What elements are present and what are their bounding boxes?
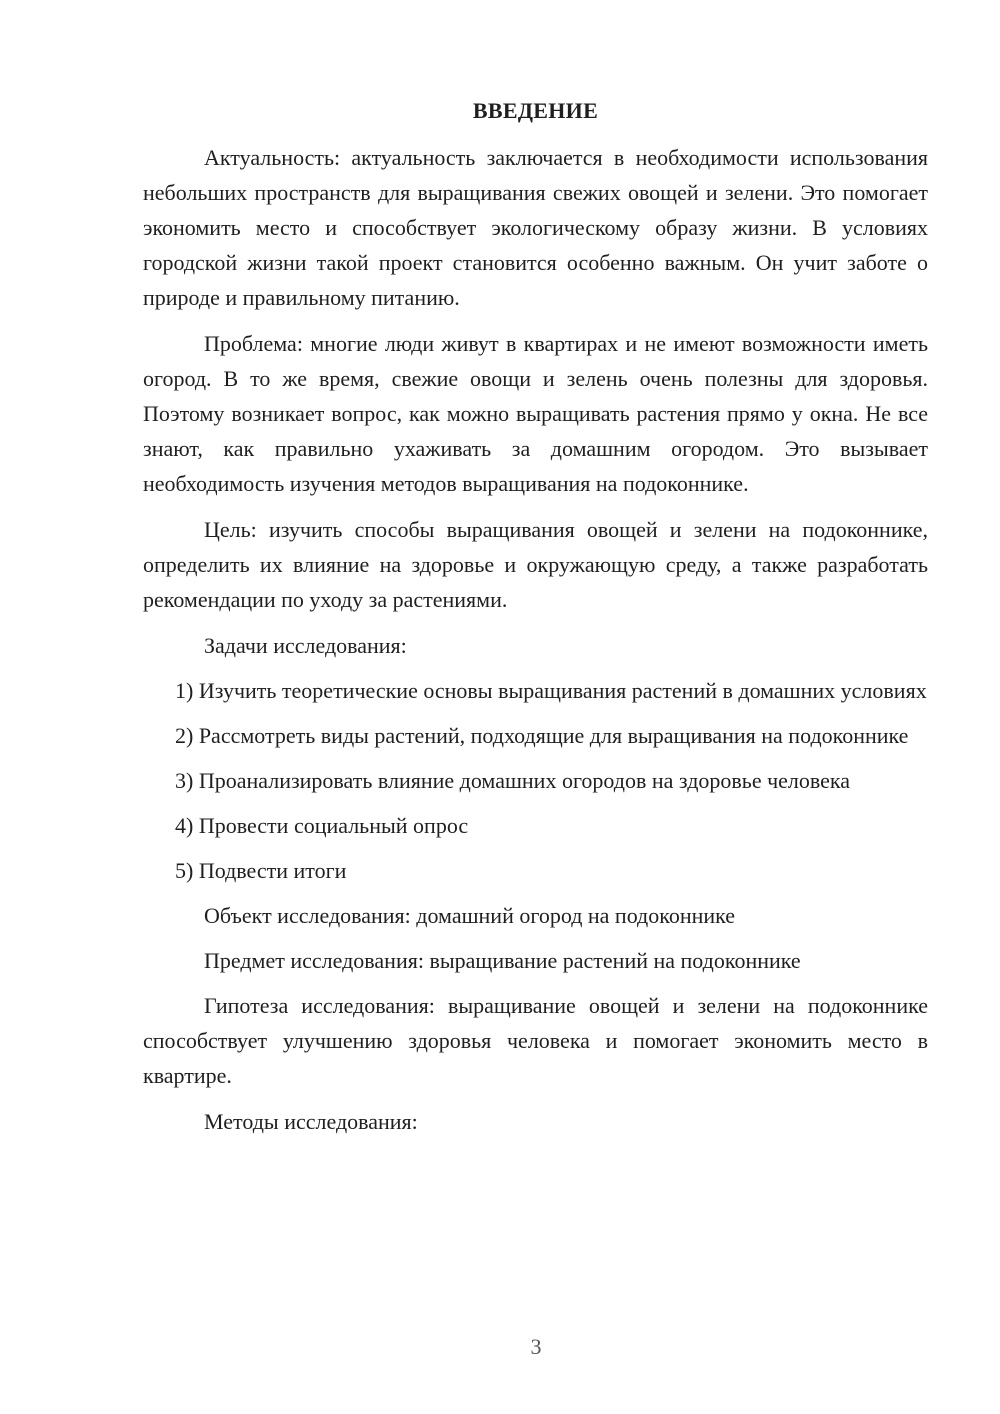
page-title: ВВЕДЕНИЕ [472,98,599,123]
task-item-1: 1) Изучить теоретические основы выращивания растений в домашних условиях [175,678,927,703]
task-item-2: 2) Рассмотреть виды растений, подходящие для выращивания на подоконнике [175,723,909,748]
research-object: Объект исследования: домашний огород на подоконнике [204,903,736,928]
relevance-paragraph: Актуальность: актуальность заключается в необходимости использования небольших пространств для выращивания свежих овощей и зелени. Это помогает экономить место и способствует экологическому образу жизни. В условиях городской жизни такой проект становится особенно важным. Он учит заботе о природе и правильному питанию. [143,145,928,310]
methods-heading: Методы исследования: [204,1109,418,1134]
research-subject: Предмет исследования: выращивание растений на подоконнике [204,948,801,973]
page-number: 3 [530,1334,542,1359]
problem-paragraph: Проблема: многие люди живут в квартирах и не имеют возможности иметь огород. В то же время, свежие овощи и зелень очень полезны для здоровья. Поэтому возникает вопрос, как можно выращивать растения прямо у окна. Не все знают, как правильно ухаживать за домашним огородом. Это вызывает необходимость изучения методов выращивания на подоконнике. [143,331,928,496]
task-item-4: 4) Провести социальный опрос [175,813,469,838]
task-item-5: 5) Подвести итоги [175,858,347,883]
goal-paragraph: Цель: изучить способы выращивания овощей и зелени на подоконнике, определить их влияние на здоровье и окружающую среду, а также разработать рекомендации по уходу за растениями. [143,517,928,612]
task-item-3: 3) Проанализировать влияние домашних огородов на здоровье человека [175,768,851,793]
hypothesis-paragraph: Гипотеза исследования: выращивание овощей и зелени на подоконнике способствует улучшению здоровья человека и помогает экономить место в квартире. [143,993,928,1088]
document-page [143,96,928,1149]
tasks-heading: Задачи исследования: [204,633,407,658]
